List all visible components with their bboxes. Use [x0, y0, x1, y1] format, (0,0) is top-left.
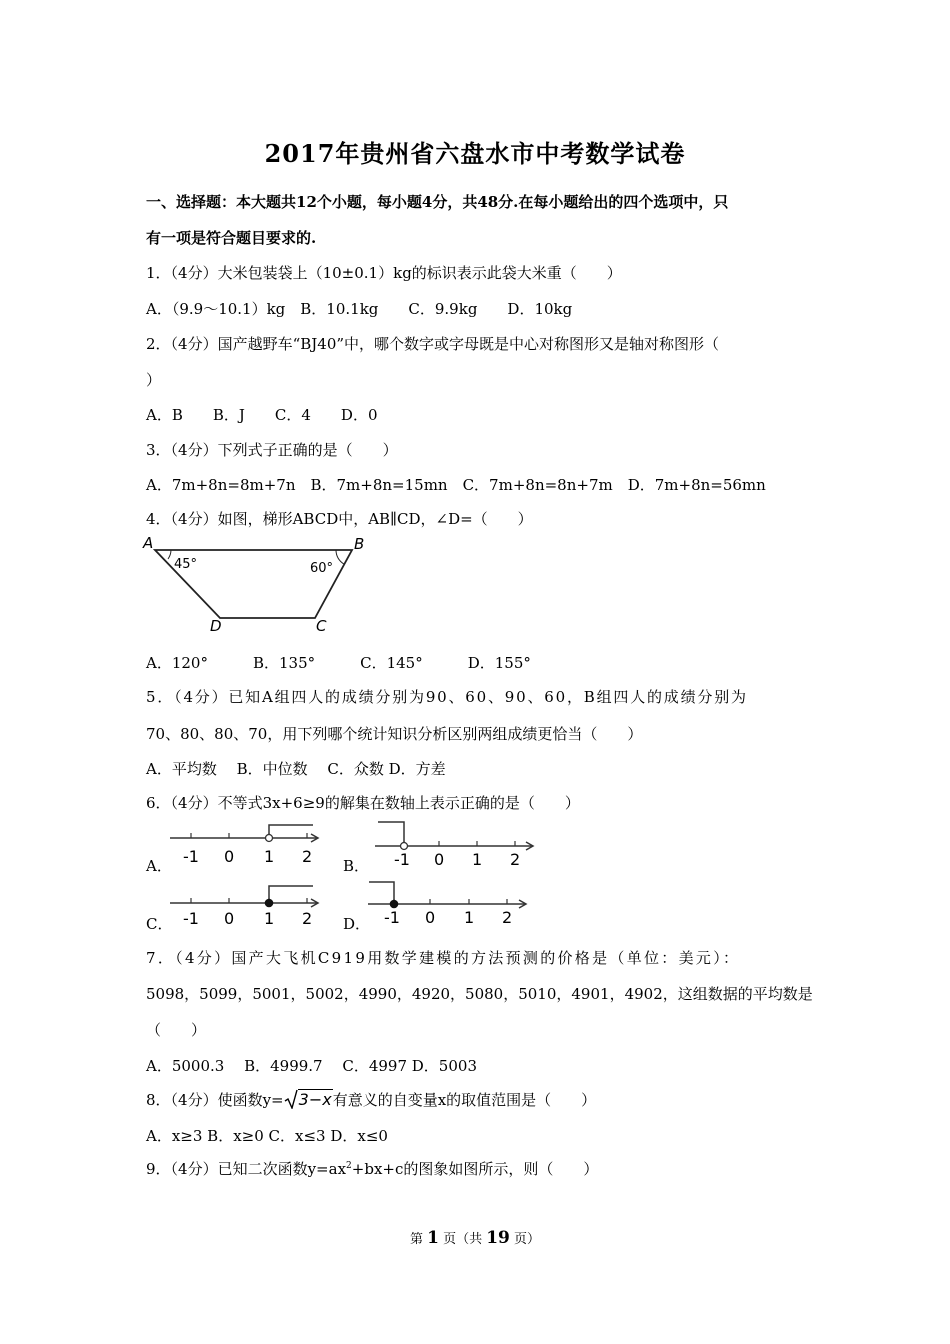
- question-4-stem: 4．（4分）如图，梯形ABCD中，AB∥CD，∠D=（ ）: [146, 510, 533, 528]
- question-9-stem-pre: 9．（4分）已知二次函数y=ax: [146, 1160, 347, 1178]
- q6-option-a-label: A．: [146, 857, 172, 875]
- tick-label: 1: [264, 909, 275, 926]
- tick-label: 2: [302, 909, 313, 926]
- tick-label: -1: [394, 850, 410, 868]
- open-point: [266, 835, 273, 842]
- exponent: 2: [346, 1161, 352, 1171]
- tick-label: 0: [434, 850, 445, 868]
- footer-suffix: 页）: [509, 1232, 541, 1247]
- page-footer: [0, 1228, 950, 1248]
- tick-label: 1: [464, 908, 475, 926]
- question-8-stem: [146, 1089, 596, 1110]
- question-5-stem-line2: 70、80、80、70，用下列哪个统计知识分析区别两组成绩更恰当（ ）: [146, 725, 643, 743]
- number-line-c: [165, 880, 325, 926]
- vertex-a-label: A: [143, 534, 154, 552]
- closed-point: [390, 900, 398, 908]
- question-8-stem-post: 有意义的自变量x的取值范围是（ ）: [332, 1091, 597, 1109]
- question-2-options: A．B B．J C．4 D．0: [146, 406, 378, 424]
- question-8-stem-pre: 8．（4分）使函数y=: [146, 1091, 284, 1109]
- question-2-stem: 2．（4分）国产越野车“BJ40”中，哪个数字或字母既是中心对称图形又是轴对称图形（: [146, 335, 720, 353]
- footer-prefix: 第: [409, 1232, 428, 1247]
- page-title: 2017年贵州省六盘水市中考数学试卷: [264, 139, 686, 168]
- number-line-d: [363, 876, 533, 926]
- vertex-c-label: C: [316, 617, 327, 635]
- question-1-stem: 1．（4分）大米包装袋上（10±0.1）kg的标识表示此袋大米重（ ）: [146, 264, 622, 282]
- question-5-options: A．平均数 B．中位数 C．众数 D．方差: [146, 760, 446, 778]
- question-7-stem-line2: 5098，5099，5001，5002，4990，4920，5080，5010，4901，4902，这组数据的平均数是: [146, 985, 813, 1003]
- question-6-stem: 6．（4分）不等式3x+6≥9的解集在数轴上表示正确的是（ ）: [146, 794, 580, 812]
- question-3-options: A．7m+8n=8m+7n B．7m+8n=15mn C．7m+8n=8n+7m D．7m+8n=56mn: [146, 476, 766, 494]
- tick-label: 0: [425, 908, 436, 926]
- trapezoid-figure: [140, 532, 380, 636]
- total-pages: 19: [486, 1228, 510, 1248]
- tick-label: 1: [472, 850, 483, 868]
- angle-b-arc: [336, 550, 344, 564]
- angle-b-label: 60°: [310, 561, 334, 576]
- question-2-stem-end: ）: [146, 371, 162, 389]
- radicand: 3−x: [298, 1090, 332, 1109]
- number-line-a: [165, 822, 325, 868]
- vertex-d-label: D: [210, 617, 222, 635]
- question-3-stem: 3．（4分）下列式子正确的是（ ）: [146, 441, 398, 459]
- q6-option-c-label: C．: [146, 915, 173, 933]
- tick-label: -1: [183, 909, 199, 926]
- tick-label: 1: [264, 847, 275, 866]
- question-7-options: A．5000.3 B．4999.7 C．4997 D．5003: [146, 1057, 477, 1075]
- angle-a-label: 45°: [174, 557, 198, 572]
- question-1-options: A．（9.9～10.1）kg B．10.1kg C．9.9kg D．10kg: [146, 300, 573, 318]
- angle-a-arc: [168, 550, 171, 559]
- q6-option-b-label: B．: [343, 857, 370, 875]
- question-5-stem: 5．（4分）已知A组四人的成绩分别为90、60、90、60，B组四人的成绩分别为: [146, 688, 748, 706]
- tick-label: 2: [510, 850, 521, 868]
- square-root-expression: [284, 1089, 333, 1109]
- tick-label: -1: [384, 908, 400, 926]
- section-heading-line1: 一、选择题：本大题共12个小题，每小题4分，共48分.在每小题给出的四个选项中，只: [146, 193, 729, 211]
- question-8-options: A．x≥3 B．x≥0 C．x≤3 D．x≤0: [146, 1127, 388, 1145]
- question-7-stem-line3: （ ）: [146, 1021, 207, 1039]
- vertex-b-label: B: [354, 535, 365, 553]
- tick-label: -1: [183, 847, 199, 866]
- page-number: 1: [427, 1228, 439, 1248]
- question-9-stem-post: +bx+c的图象如图所示，则（ ）: [351, 1160, 599, 1178]
- radical-sign: [284, 1089, 298, 1109]
- tick-label: 2: [302, 847, 313, 866]
- question-9-stem: [146, 1158, 598, 1179]
- closed-point: [265, 899, 273, 907]
- tick-label: 2: [502, 908, 513, 926]
- q6-option-d-label: D．: [343, 915, 371, 933]
- question-4-options: A．120° B．135° C．145° D．155°: [146, 654, 531, 672]
- tick-label: 0: [224, 847, 235, 866]
- footer-middle: 页（共: [438, 1232, 487, 1247]
- number-line-b: [370, 818, 540, 868]
- tick-label: 0: [224, 909, 235, 926]
- section-heading-line2: 有一项是符合题目要求的.: [146, 229, 317, 247]
- open-point: [401, 843, 408, 850]
- question-7-stem: 7．（4分）国产大飞机C919用数学建模的方法预测的价格是（单位：美元）：: [146, 949, 741, 967]
